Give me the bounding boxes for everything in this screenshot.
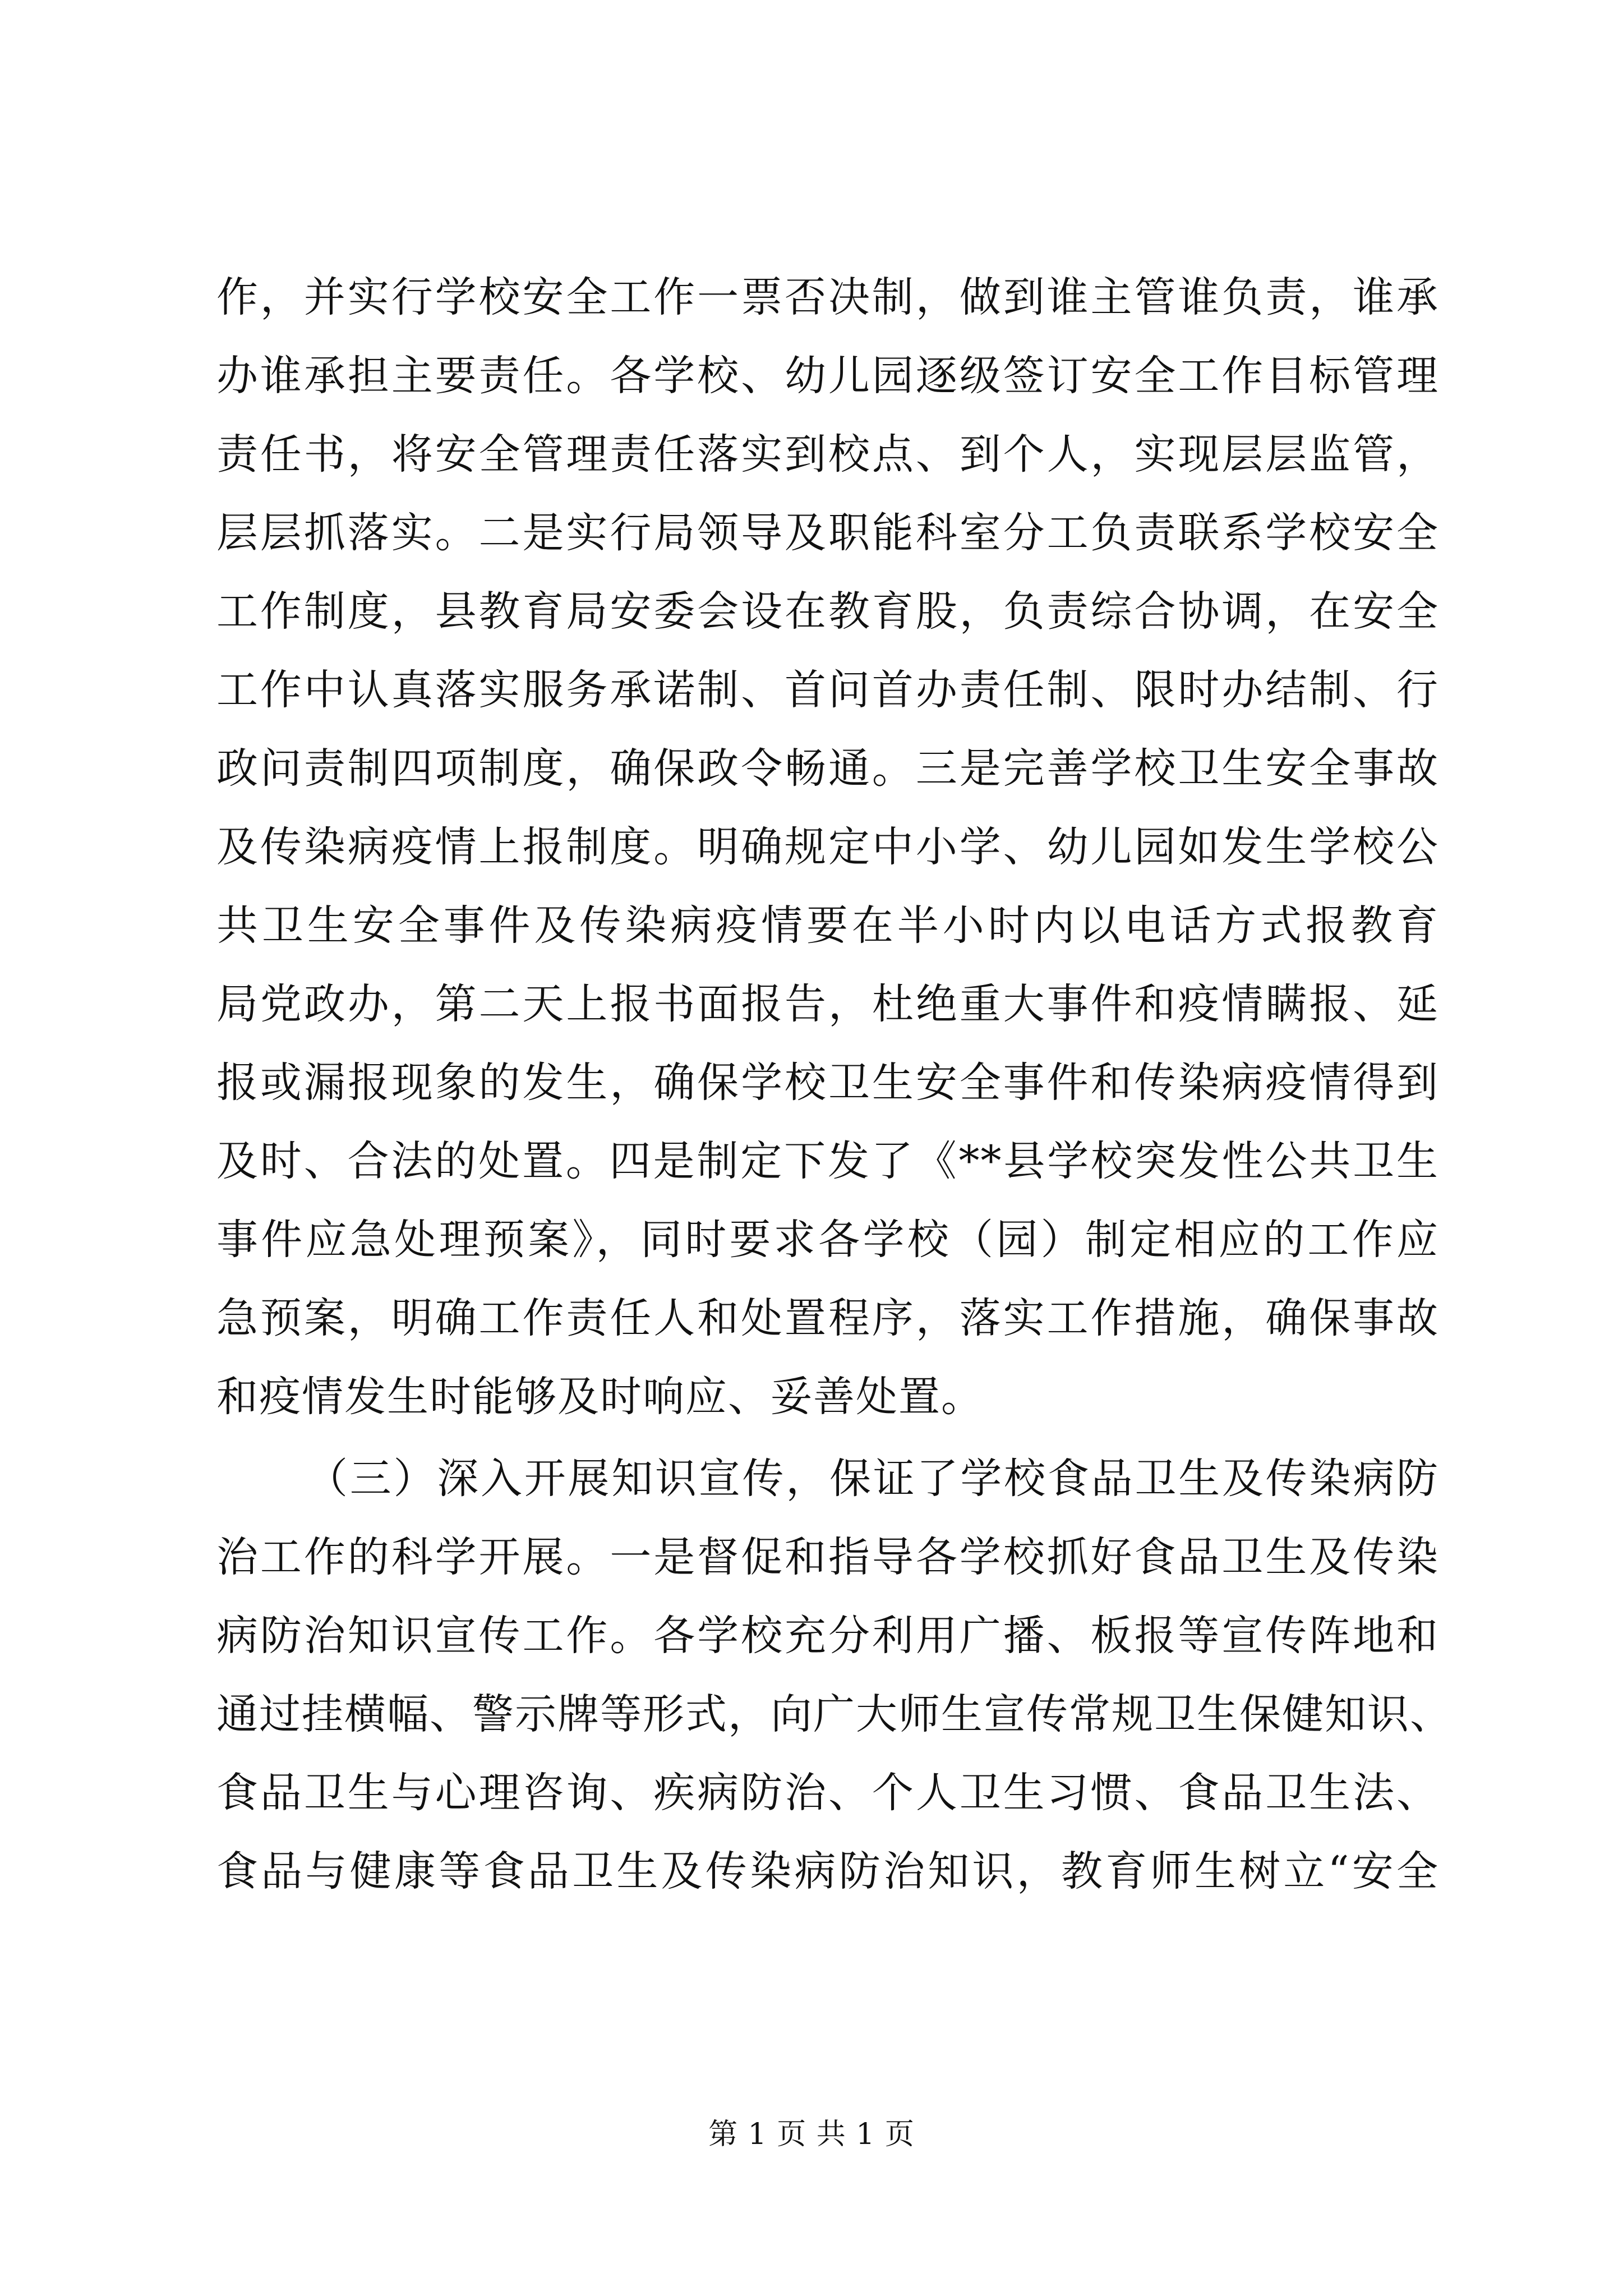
text-line: 及传染病疫情上报制度。明确规定中小学、幼儿园如发生学校公 <box>216 823 1439 871</box>
text-line: 办谁承担主要责任。各学校、幼儿园逐级签订安全工作目标管理 <box>216 352 1439 400</box>
text-line: 责任书，将安全管理责任落实到校点、到个人，实现层层监管， <box>216 430 1439 478</box>
page-footer: 第 1 页 共 1 页 <box>708 2118 915 2151</box>
text-line: 工作制度，县教育局安委会设在教育股，负责综合协调，在安全 <box>216 587 1439 636</box>
text-line: 食品卫生与心理咨询、疾病防治、个人卫生习惯、食品卫生法、 <box>216 1769 1439 1817</box>
text-line: 层层抓落实。二是实行局领导及职能科室分工负责联系学校安全 <box>216 509 1439 557</box>
text-line: 共卫生安全事件及传染病疫情要在半小时内以电话方式报教育 <box>216 901 1439 950</box>
text-line: 政问责制四项制度，确保政令畅通。三是完善学校卫生安全事故 <box>216 744 1439 793</box>
text-line: 和疫情发生时能够及时响应、妥善处置。 <box>216 1373 984 1421</box>
text-line: 通过挂横幅、警示牌等形式，向广大师生宣传常规卫生保健知识、 <box>216 1690 1453 1738</box>
document-body <box>216 258 1453 1911</box>
text-line: 工作中认真落实服务承诺制、首问首办责任制、限时办结制、行 <box>216 666 1439 714</box>
text-line: 及时、合法的处置。四是制定下发了《**县学校突发性公共卫生 <box>216 1137 1439 1185</box>
text-line: （三）深入开展知识宣传，保证了学校食品卫生及传染病防 <box>306 1455 1439 1503</box>
text-line: 急预案，明确工作责任人和处置程序，落实工作措施，确保事故 <box>216 1294 1439 1342</box>
text-line: 治工作的科学开展。一是督促和指导各学校抓好食品卫生及传染 <box>216 1533 1439 1581</box>
text-line: 作，并实行学校安全工作一票否决制，做到谁主管谁负责，谁承 <box>216 273 1439 321</box>
text-line: 病防治知识宣传工作。各学校充分利用广播、板报等宣传阵地和 <box>216 1612 1439 1660</box>
text-line: 事件应急处理预案》，同时要求各学校（园）制定相应的工作应 <box>216 1216 1439 1264</box>
text-line: 报或漏报现象的发生，确保学校卫生安全事件和传染病疫情得到 <box>216 1059 1439 1107</box>
text-line: 食品与健康等食品卫生及传染病防治知识，教育师生树立“安全 <box>216 1847 1439 1895</box>
paragraph-2 <box>216 1439 1453 1911</box>
paragraph-1 <box>216 258 1439 1436</box>
text-line: 局党政办，第二天上报书面报告，杜绝重大事件和疫情瞒报、延 <box>216 980 1439 1028</box>
